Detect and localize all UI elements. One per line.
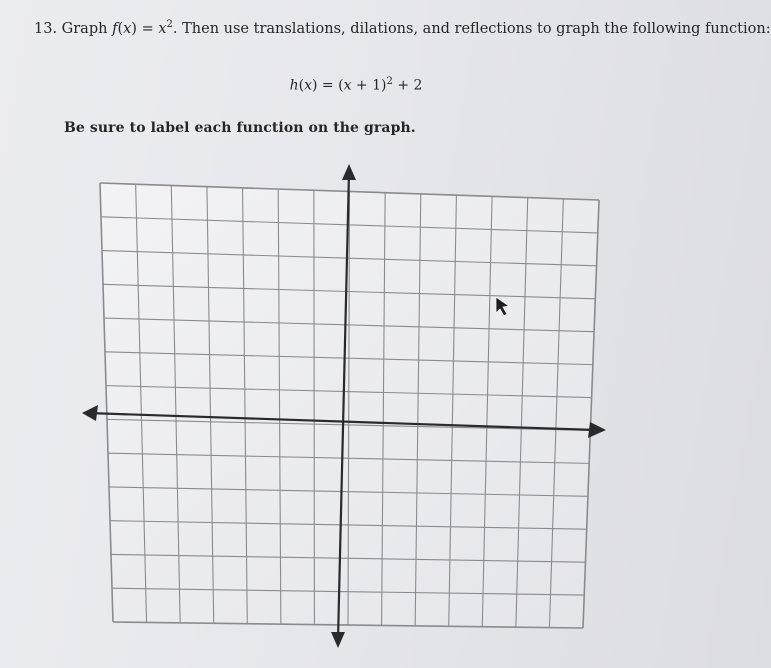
function-h-name: h [289, 77, 299, 94]
function-h-inner-var: x [343, 77, 352, 94]
function-h-var: x [304, 77, 312, 94]
function-f-exponent: 2 [166, 19, 173, 30]
function-h-shift: + 1) [355, 77, 387, 94]
problem-rest: . Then use translations, dilations, and reflections to graph the following function: [172, 20, 771, 37]
instruction-text: Be sure to label each function on the graph. [64, 120, 416, 136]
problem-statement: 13. Graph $f(x) = x^2$. Then use translations, dilations, and reflections to graph the following function: [34, 19, 771, 37]
function-f-base: x [158, 20, 167, 37]
y-axis-bottom-arrow [331, 632, 345, 648]
x-axis-right-arrow [588, 422, 606, 438]
y-axis-top-arrow [342, 164, 356, 180]
function-f-var: x [123, 20, 132, 37]
function-f-name: f [112, 20, 118, 37]
function-h-exponent: 2 [386, 76, 393, 87]
problem-intro: Graph [61, 20, 108, 37]
grid-vertical-line [314, 190, 315, 624]
target-equation: $h(x) = (x + 1)^2 + 2$ [289, 76, 423, 94]
function-h-vertical-shift: + 2 [397, 77, 423, 94]
problem-number: 13. [34, 20, 58, 37]
x-axis-left-arrow [82, 405, 98, 421]
